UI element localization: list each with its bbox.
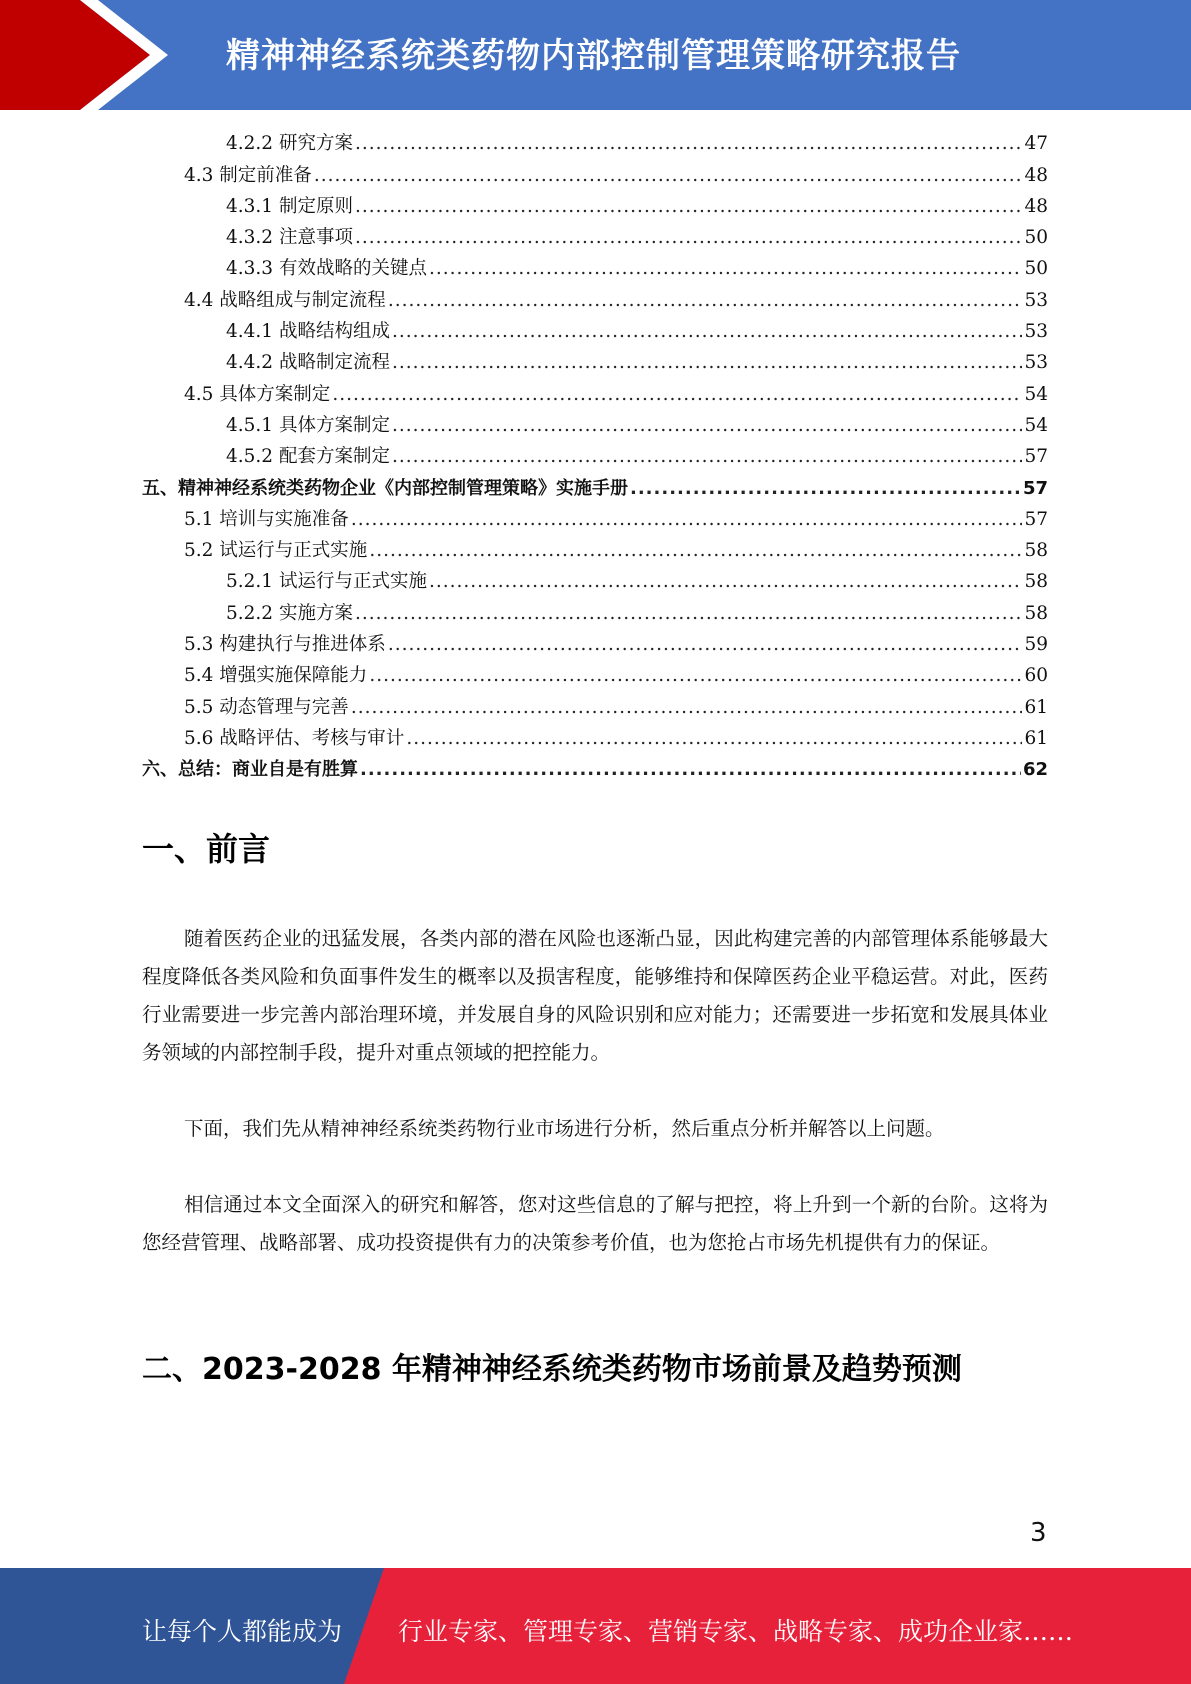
toc-entry-page: 48 bbox=[1024, 195, 1048, 217]
page-header bbox=[0, 0, 1191, 110]
toc-dot-leader bbox=[332, 379, 1022, 410]
toc-entry-page: 60 bbox=[1024, 665, 1048, 687]
toc-entry[interactable] bbox=[142, 347, 1048, 378]
toc-entry-title: 5.3 构建执行与推进体系 bbox=[184, 634, 386, 656]
toc-entry-page: 57 bbox=[1024, 508, 1048, 530]
toc-entry-page: 59 bbox=[1024, 634, 1048, 656]
toc-entry-title: 5.1 培训与实施准备 bbox=[184, 508, 349, 530]
toc-entry[interactable] bbox=[142, 222, 1048, 253]
toc-dot-leader bbox=[388, 629, 1023, 660]
toc-entry-title: 5.5 动态管理与完善 bbox=[184, 696, 349, 718]
footer-slogan-right: 行业专家、管理专家、营销专家、战略专家、成功企业家…… bbox=[398, 1617, 1074, 1646]
section-heading-preface: 一、前言 bbox=[142, 830, 271, 868]
toc-entry[interactable] bbox=[142, 691, 1048, 722]
toc-entry-page: 53 bbox=[1024, 321, 1048, 343]
toc-dot-leader bbox=[355, 222, 1023, 253]
toc-entry[interactable] bbox=[142, 284, 1048, 315]
toc-dot-leader bbox=[355, 191, 1023, 222]
toc-entry-title: 五、精神神经系统类药物企业《内部控制管理策略》实施手册 bbox=[142, 477, 628, 499]
toc-entry-page: 58 bbox=[1024, 571, 1048, 593]
toc-dot-leader bbox=[429, 566, 1022, 597]
toc-dot-leader bbox=[355, 128, 1023, 159]
toc-entry-title: 4.4.2 战略制定流程 bbox=[226, 352, 390, 374]
toc-dot-leader bbox=[630, 473, 1021, 504]
toc-dot-leader bbox=[392, 347, 1022, 378]
toc-dot-leader bbox=[351, 504, 1023, 535]
page-footer bbox=[0, 1568, 1191, 1684]
page-number: 3 bbox=[1030, 1518, 1047, 1548]
toc-entry-page: 54 bbox=[1024, 414, 1048, 436]
toc-entry-title: 5.6 战略评估、考核与审计 bbox=[184, 727, 405, 749]
toc-dot-leader bbox=[388, 285, 1023, 316]
toc-entry[interactable] bbox=[142, 128, 1048, 159]
toc-entry-page: 58 bbox=[1024, 602, 1048, 624]
toc-entry-page: 54 bbox=[1024, 383, 1048, 405]
toc-entry[interactable] bbox=[142, 597, 1048, 628]
toc-dot-leader bbox=[392, 410, 1022, 441]
toc-entry-page: 50 bbox=[1024, 227, 1048, 249]
toc-entry[interactable] bbox=[142, 629, 1048, 660]
toc-entry[interactable] bbox=[142, 754, 1048, 785]
toc-entry-page: 53 bbox=[1024, 289, 1048, 311]
toc-entry-title: 5.2 试运行与正式实施 bbox=[184, 540, 368, 562]
toc-entry-title: 5.2.1 试运行与正式实施 bbox=[226, 571, 427, 593]
toc-entry[interactable] bbox=[142, 660, 1048, 691]
toc-entry-page: 50 bbox=[1024, 258, 1048, 280]
toc-entry-page: 62 bbox=[1022, 759, 1048, 781]
toc-entry[interactable] bbox=[142, 535, 1048, 566]
toc-entry-title: 六、总结：商业自是有胜算 bbox=[142, 759, 358, 781]
toc-entry-page: 61 bbox=[1024, 727, 1048, 749]
paragraph: 随着医药企业的迅猛发展，各类内部的潜在风险也逐渐凸显，因此构建完善的内部管理体系能够最大程度降低各类风险和负面事件发生的概率以及损害程度，能够维持和保障医药企业平稳运营。对此，医药行业需要进一步完善内部治理环境，并发展自身的风险识别和应对能力；还需要进一步拓宽和发展具体业务领域的内部控制手段，提升对重点领域的把控能力。 bbox=[142, 927, 1048, 1064]
toc-entry-title: 4.4 战略组成与制定流程 bbox=[184, 289, 386, 311]
toc-entry[interactable] bbox=[142, 723, 1048, 754]
toc-entry-page: 57 bbox=[1022, 477, 1048, 499]
toc-entry-title: 4.4.1 战略结构组成 bbox=[226, 321, 390, 343]
paragraph: 下面，我们先从精神神经系统类药物行业市场进行分析，然后重点分析并解答以上问题。 bbox=[184, 1117, 945, 1140]
toc-entry[interactable] bbox=[142, 191, 1048, 222]
toc-dot-leader bbox=[392, 441, 1022, 472]
toc-entry[interactable] bbox=[142, 504, 1048, 535]
toc-entry-page: 47 bbox=[1024, 133, 1048, 155]
paragraph: 相信通过本文全面深入的研究和解答，您对这些信息的了解与把控，将上升到一个新的台阶。这将为您经营管理、战略部署、成功投资提供有力的决策参考价值，也为您抢占市场先机提供有力的保证。 bbox=[142, 1193, 1048, 1254]
toc-entry-title: 4.3.1 制定原则 bbox=[226, 195, 353, 217]
footer-slogan-left: 让每个人都能成为 bbox=[142, 1617, 343, 1646]
toc-entry-title: 4.3.2 注意事项 bbox=[226, 227, 353, 249]
toc-entry[interactable] bbox=[142, 316, 1048, 347]
table-of-contents bbox=[142, 128, 1048, 785]
toc-dot-leader bbox=[406, 723, 1022, 754]
report-title: 精神神经系统类药物内部控制管理策略研究报告 bbox=[226, 36, 961, 76]
toc-entry-page: 48 bbox=[1024, 164, 1048, 186]
toc-dot-leader bbox=[355, 598, 1023, 629]
toc-entry[interactable] bbox=[142, 472, 1048, 503]
toc-entry-title: 5.2.2 实施方案 bbox=[226, 602, 353, 624]
toc-dot-leader bbox=[429, 253, 1022, 284]
toc-entry-page: 57 bbox=[1024, 446, 1048, 468]
toc-dot-leader bbox=[369, 660, 1022, 691]
toc-entry[interactable] bbox=[142, 566, 1048, 597]
toc-entry-title: 4.3.3 有效战略的关键点 bbox=[226, 258, 427, 280]
toc-entry-page: 61 bbox=[1024, 696, 1048, 718]
toc-dot-leader bbox=[369, 535, 1022, 566]
toc-dot-leader bbox=[360, 754, 1021, 785]
toc-entry-title: 4.5.2 配套方案制定 bbox=[226, 446, 390, 468]
toc-entry-title: 4.5.1 具体方案制定 bbox=[226, 414, 390, 436]
toc-dot-leader bbox=[314, 160, 1023, 191]
toc-entry[interactable] bbox=[142, 378, 1048, 409]
toc-entry-title: 4.2.2 研究方案 bbox=[226, 133, 353, 155]
toc-entry-title: 4.5 具体方案制定 bbox=[184, 383, 331, 405]
toc-entry-title: 4.3 制定前准备 bbox=[184, 164, 312, 186]
toc-entry-page: 58 bbox=[1024, 540, 1048, 562]
toc-entry-title: 5.4 增强实施保障能力 bbox=[184, 665, 368, 687]
section-heading-market-outlook: 二、2023-2028 年精神神经系统类药物市场前景及趋势预测 bbox=[142, 1352, 962, 1387]
toc-entry[interactable] bbox=[142, 441, 1048, 472]
toc-entry[interactable] bbox=[142, 159, 1048, 190]
toc-entry[interactable] bbox=[142, 253, 1048, 284]
toc-dot-leader bbox=[392, 316, 1022, 347]
toc-entry-page: 53 bbox=[1024, 352, 1048, 374]
toc-entry[interactable] bbox=[142, 410, 1048, 441]
toc-dot-leader bbox=[351, 692, 1023, 723]
